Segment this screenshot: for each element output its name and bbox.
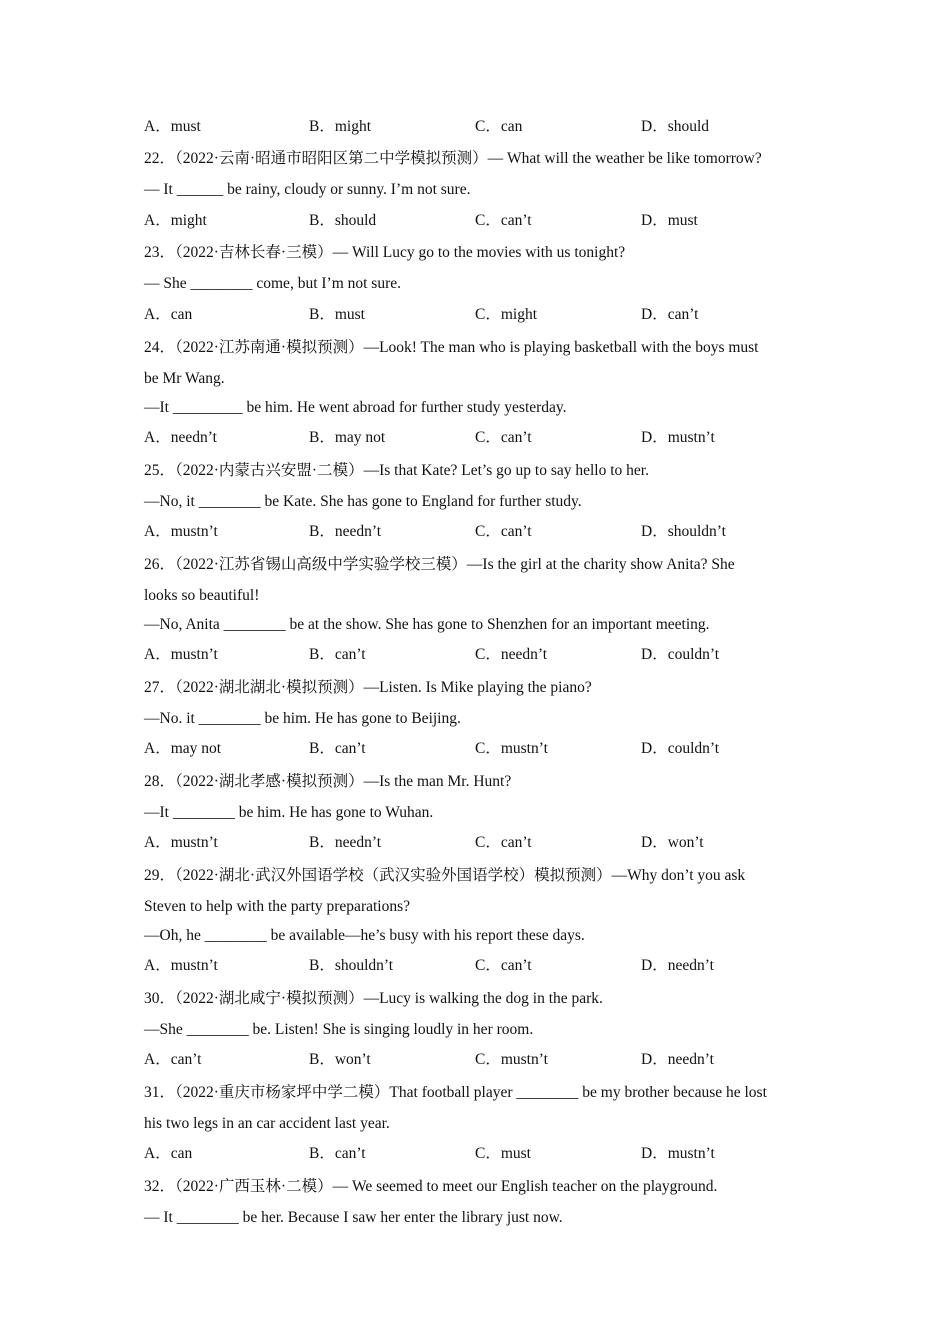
question-25-answer-line: —No, it ________ be Kate. She has gone to England for further study.	[144, 493, 582, 510]
question-22-answer-line: — It ______ be rainy, cloudy or sunny. I’m not sure.	[144, 181, 471, 198]
option-d: D．mustn’t	[641, 429, 715, 446]
option-b: B．must	[309, 306, 365, 323]
question-26-stem: 26．（2022·江苏省锡山高级中学实验学校三模）—Is the girl at the charity show Anita? She	[144, 556, 735, 573]
question-25-options	[144, 522, 814, 542]
question-31-stem-continued: his two legs in an car accident last year.	[144, 1115, 390, 1132]
option-d: D．must	[641, 212, 698, 229]
question-31-stem: 31．（2022·重庆市杨家坪中学二模）That football player ________ be my brother because he lost	[144, 1084, 767, 1101]
option-c: C．needn’t	[475, 646, 548, 663]
option-d: D．couldn’t	[641, 646, 720, 663]
option-b: B．might	[309, 118, 372, 135]
question-27-stem: 27．（2022·湖北湖北·模拟预测）—Listen. Is Mike playing the piano?	[144, 679, 592, 696]
question-28-answer-line: —It ________ be him. He has gone to Wuhan.	[144, 804, 434, 821]
question-21-options	[144, 117, 814, 137]
question-23-options	[144, 305, 814, 325]
option-b: B．can’t	[309, 1145, 366, 1162]
option-c: C．must	[475, 1145, 531, 1162]
option-b: B．can’t	[309, 740, 366, 757]
option-b: B．should	[309, 212, 377, 229]
option-a: A．may not	[144, 740, 222, 757]
question-29-stem: 29．（2022·湖北·武汉外国语学校（武汉实验外国语学校）模拟预测）—Why don’t you ask	[144, 867, 746, 884]
option-c: C．mustn’t	[475, 1051, 548, 1068]
option-b: B．may not	[309, 429, 386, 446]
option-a: A．can	[144, 1145, 193, 1162]
question-28-options	[144, 833, 814, 853]
option-a: A．mustn’t	[144, 957, 218, 974]
question-29-stem-continued: Steven to help with the party preparations?	[144, 898, 411, 915]
question-24-options	[144, 428, 814, 448]
question-29-answer-line: —Oh, he ________ be available—he’s busy with his report these days.	[144, 927, 585, 944]
option-d: D．needn’t	[641, 957, 714, 974]
question-24-answer-line: —It _________ be him. He went abroad for further study yesterday.	[144, 399, 567, 416]
question-27-answer-line: —No. it ________ be him. He has gone to Beijing.	[144, 710, 461, 727]
question-26-stem-continued: looks so beautiful!	[144, 587, 260, 604]
option-a: A．can’t	[144, 1051, 202, 1068]
question-22-options	[144, 211, 814, 231]
option-b: B．can’t	[309, 646, 366, 663]
option-c: C．can	[475, 118, 523, 135]
question-31-options	[144, 1144, 814, 1164]
question-32-stem: 32．（2022·广西玉林·二模）— We seemed to meet our English teacher on the playground.	[144, 1178, 718, 1195]
question-27-options	[144, 739, 814, 759]
question-25-stem: 25．（2022·内蒙古兴安盟·二模）—Is that Kate? Let’s go up to say hello to her.	[144, 462, 649, 479]
question-32-answer-line: — It ________ be her. Because I saw her enter the library just now.	[144, 1209, 563, 1226]
option-d: D．mustn’t	[641, 1145, 715, 1162]
option-d: D．couldn’t	[641, 740, 720, 757]
question-23-answer-line: — She ________ come, but I’m not sure.	[144, 275, 402, 292]
option-c: C．can’t	[475, 834, 532, 851]
option-a: A．might	[144, 212, 207, 229]
option-a: A．mustn’t	[144, 646, 218, 663]
question-24-stem-continued: be Mr Wang.	[144, 370, 225, 387]
option-c: C．can’t	[475, 523, 532, 540]
question-26-answer-line: —No, Anita ________ be at the show. She has gone to Shenzhen for an important meeting.	[144, 616, 710, 633]
question-28-stem: 28．（2022·湖北孝感·模拟预测）—Is the man Mr. Hunt?	[144, 773, 512, 790]
option-a: A．mustn’t	[144, 523, 218, 540]
option-a: A．must	[144, 118, 201, 135]
option-c: C．can’t	[475, 429, 532, 446]
question-30-stem: 30．（2022·湖北咸宁·模拟预测）—Lucy is walking the dog in the park.	[144, 990, 603, 1007]
option-a: A．mustn’t	[144, 834, 218, 851]
option-b: B．won’t	[309, 1051, 371, 1068]
option-d: D．can’t	[641, 306, 699, 323]
option-c: C．can’t	[475, 212, 532, 229]
option-a: A．can	[144, 306, 193, 323]
question-23-stem: 23．（2022·吉林长春·三模）— Will Lucy go to the movies with us tonight?	[144, 244, 626, 261]
question-29-options	[144, 956, 814, 976]
option-d: D．shouldn’t	[641, 523, 726, 540]
option-d: D．needn’t	[641, 1051, 714, 1068]
question-24-stem: 24．（2022·江苏南通·模拟预测）—Look! The man who is playing basketball with the boys must	[144, 339, 759, 356]
option-d: D．should	[641, 118, 710, 135]
option-b: B．needn’t	[309, 834, 382, 851]
option-c: C．mustn’t	[475, 740, 548, 757]
option-b: B．needn’t	[309, 523, 382, 540]
option-b: B．shouldn’t	[309, 957, 394, 974]
question-22-stem: 22．（2022·云南·昭通市昭阳区第二中学模拟预测）— What will the weather be like tomorrow?	[144, 150, 762, 167]
option-c: C．can’t	[475, 957, 532, 974]
option-c: C．might	[475, 306, 538, 323]
question-30-answer-line: —She ________ be. Listen! She is singing loudly in her room.	[144, 1021, 534, 1038]
question-26-options	[144, 645, 814, 665]
option-a: A．needn’t	[144, 429, 217, 446]
question-30-options	[144, 1050, 814, 1070]
option-d: D．won’t	[641, 834, 704, 851]
